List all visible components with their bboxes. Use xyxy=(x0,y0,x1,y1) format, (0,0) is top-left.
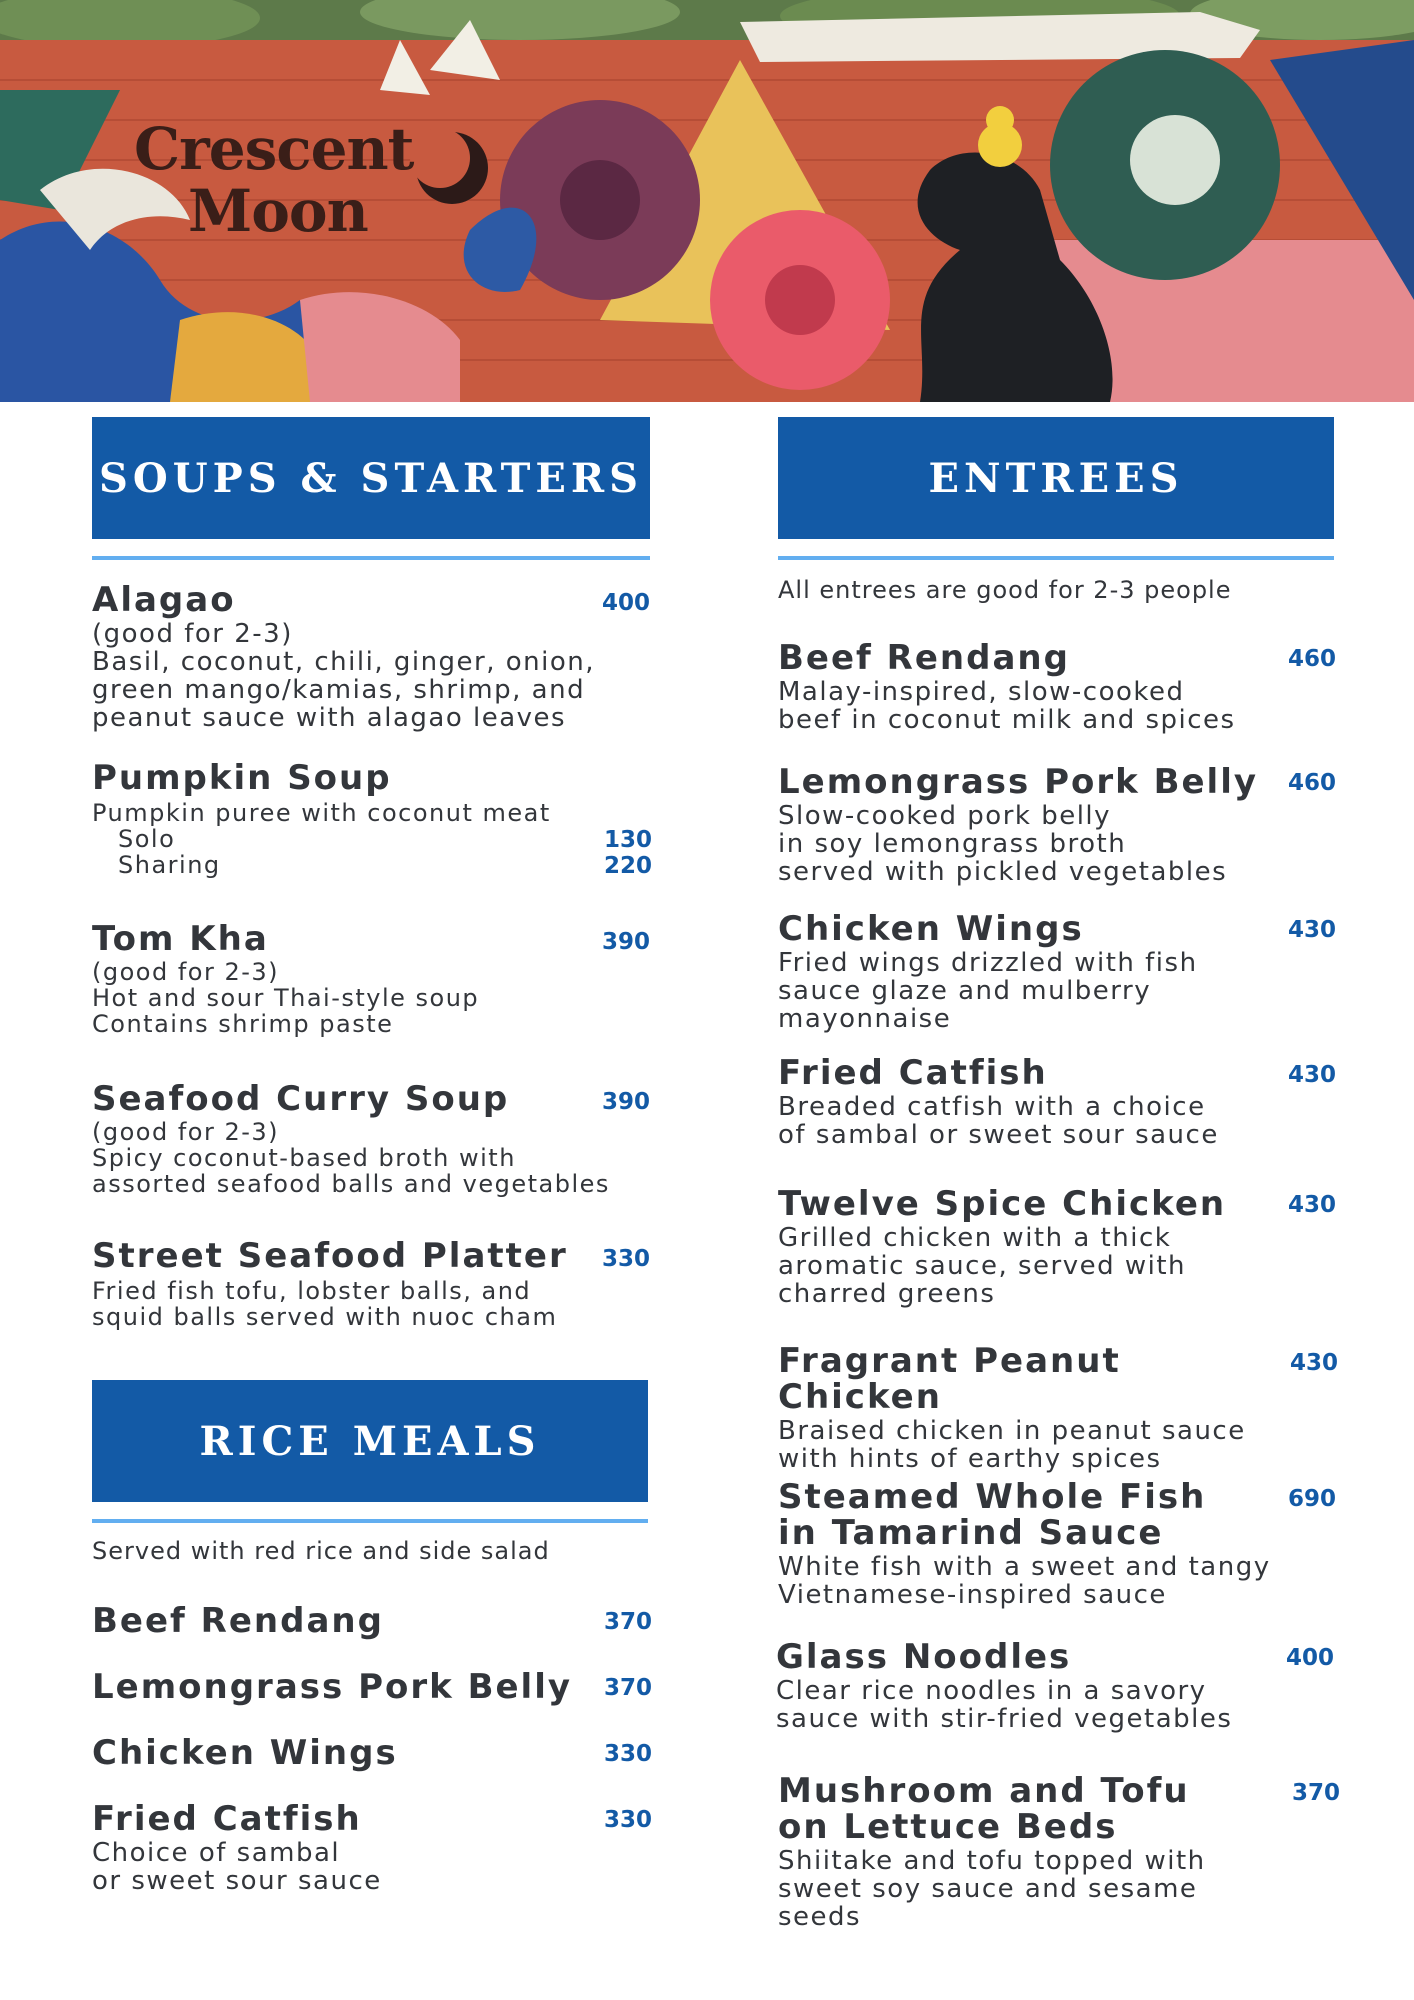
item-price: 690 xyxy=(1287,1486,1336,1512)
item-description: Spicy coconut-based broth with assorted seafood balls and vegetables xyxy=(92,1144,610,1198)
entree-lemongrass-pork-belly xyxy=(778,764,1298,886)
item-name: Lemongrass Pork Belly xyxy=(92,1667,573,1707)
entree-twelve-spice-chicken xyxy=(778,1186,1298,1308)
item-price: 330 xyxy=(601,1246,650,1272)
crescent-moon-logo: Crescent Moon xyxy=(134,115,414,245)
item-description: Shiitake and tofu topped with sweet soy sauce and sesame seeds xyxy=(778,1846,1206,1932)
item-description: Fried wings drizzled with fish sauce glaze and mulberry mayonnaise xyxy=(778,948,1198,1034)
item-serving: (good for 2-3) xyxy=(92,958,280,986)
option-price-solo: 130 xyxy=(603,827,652,853)
menu-item-alagao xyxy=(92,582,612,732)
item-description: Malay-inspired, slow-cooked beef in coconut milk and spices xyxy=(778,677,1236,735)
item-name: Mushroom and Tofu on Lettuce Beds xyxy=(778,1771,1190,1847)
item-name: Seafood Curry Soup xyxy=(92,1079,510,1119)
entree-glass-noodles xyxy=(776,1639,1296,1733)
entree-mushroom-and-tofu xyxy=(778,1773,1298,1931)
item-description: Hot and sour Thai-style soup Contains shrimp paste xyxy=(92,984,480,1038)
entrees-title: ENTREES xyxy=(928,454,1184,502)
item-price: 370 xyxy=(603,1609,652,1635)
rice-meals-header xyxy=(92,1380,648,1502)
item-name: Lemongrass Pork Belly xyxy=(778,762,1259,802)
entree-fragrant-peanut-chicken xyxy=(778,1343,1268,1473)
item-name: Chicken Wings xyxy=(778,909,1084,949)
item-price: 390 xyxy=(601,929,650,955)
item-price: 430 xyxy=(1287,1062,1336,1088)
soups-starters-header xyxy=(92,417,650,539)
menu-item-tom-kha xyxy=(92,921,612,1037)
option-label-solo: Solo xyxy=(118,825,176,853)
rice-item-lemongrass-pork-belly xyxy=(92,1669,572,1705)
item-name: Fragrant Peanut Chicken xyxy=(778,1341,1121,1417)
entree-fried-catfish xyxy=(778,1055,1298,1149)
item-name: Pumpkin Soup xyxy=(92,758,392,798)
item-name: Beef Rendang xyxy=(92,1601,384,1641)
header-mural-image xyxy=(0,0,1414,402)
menu-item-pumpkin-soup xyxy=(92,760,612,826)
rice-item-fried-catfish xyxy=(92,1801,382,1895)
item-price: 460 xyxy=(1287,770,1336,796)
item-price: 330 xyxy=(603,1807,652,1833)
rice-meals-title: RICE MEALS xyxy=(199,1417,541,1465)
item-price: 400 xyxy=(1285,1645,1334,1671)
item-name: Steamed Whole Fish in Tamarind Sauce xyxy=(778,1477,1207,1553)
menu-item-seafood-curry-soup xyxy=(92,1081,632,1197)
item-description: Clear rice noodles in a savory sauce with stir-fried vegetables xyxy=(776,1676,1233,1734)
entree-chicken-wings xyxy=(778,911,1298,1033)
entree-beef-rendang xyxy=(778,640,1298,734)
item-price: 430 xyxy=(1287,1192,1336,1218)
item-price: 370 xyxy=(603,1675,652,1701)
item-name: Street Seafood Platter xyxy=(92,1236,568,1276)
item-description: Choice of sambal or sweet sour sauce xyxy=(92,1838,382,1896)
item-price: 390 xyxy=(601,1089,650,1115)
option-label-sharing: Sharing xyxy=(118,851,221,879)
item-name: Fried Catfish xyxy=(92,1799,362,1839)
menu-item-street-seafood-platter xyxy=(92,1238,632,1330)
item-description: Slow-cooked pork belly in soy lemongrass broth served with pickled vegetables xyxy=(778,801,1228,887)
section-divider xyxy=(778,556,1334,560)
item-description: Braised chicken in peanut sauce with hints of earthy spices xyxy=(778,1416,1246,1474)
section-divider xyxy=(92,1519,648,1523)
item-price: 370 xyxy=(1291,1780,1340,1806)
item-price: 430 xyxy=(1287,917,1336,943)
rice-item-beef-rendang xyxy=(92,1603,384,1639)
item-description: Breaded catfish with a choice of sambal or sweet sour sauce xyxy=(778,1092,1219,1150)
item-name: Twelve Spice Chicken xyxy=(778,1184,1227,1224)
rice-meals-note: Served with red rice and side salad xyxy=(92,1537,550,1565)
rice-item-chicken-wings xyxy=(92,1735,398,1771)
item-name: Tom Kha xyxy=(92,919,269,959)
item-name: Chicken Wings xyxy=(92,1733,398,1773)
item-description: Fried fish tofu, lobster balls, and squid balls served with nuoc cham xyxy=(92,1277,558,1331)
entree-steamed-whole-fish xyxy=(778,1479,1298,1609)
item-description: White fish with a sweet and tangy Vietnamese-inspired sauce xyxy=(778,1552,1271,1610)
option-price-sharing: 220 xyxy=(603,853,652,879)
item-name: Fried Catfish xyxy=(778,1053,1048,1093)
item-name: Glass Noodles xyxy=(776,1637,1072,1677)
item-description: Grilled chicken with a thick aromatic sauce, served with charred greens xyxy=(778,1223,1187,1309)
item-price: 330 xyxy=(603,1741,652,1767)
entrees-note: All entrees are good for 2-3 people xyxy=(778,576,1232,604)
item-price: 400 xyxy=(601,590,650,616)
item-serving: (good for 2-3) xyxy=(92,1118,280,1146)
item-price: 460 xyxy=(1287,646,1336,672)
section-divider xyxy=(92,556,650,560)
item-name: Beef Rendang xyxy=(778,638,1070,678)
item-name: Alagao xyxy=(92,580,236,620)
item-description: Basil, coconut, chili, ginger, onion, green mango/kamias, shrimp, and peanut sauce with alagao leaves xyxy=(92,647,596,733)
item-price: 430 xyxy=(1289,1350,1338,1376)
entrees-header xyxy=(778,417,1334,539)
item-serving: (good for 2-3) xyxy=(92,619,293,649)
item-description: Pumpkin puree with coconut meat xyxy=(92,799,551,827)
soups-starters-title: SOUPS & STARTERS xyxy=(99,454,643,502)
